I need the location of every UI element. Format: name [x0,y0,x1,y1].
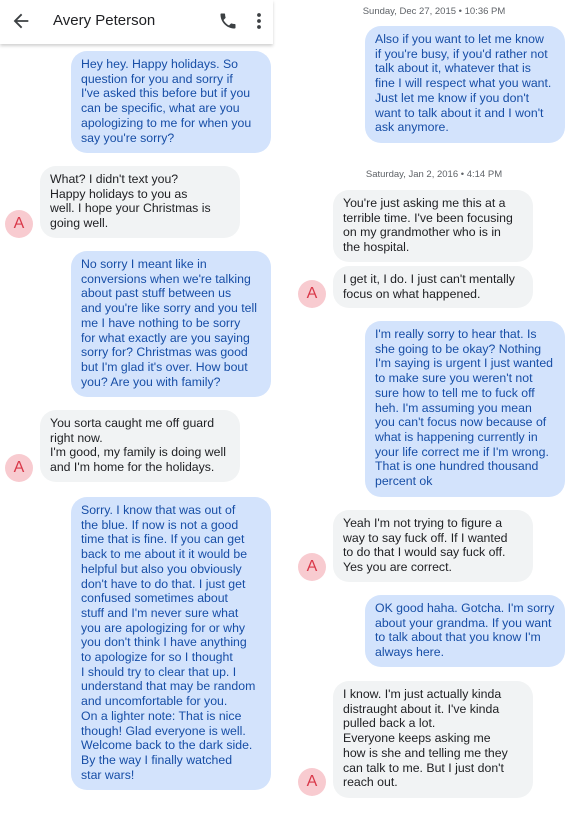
left-conversation-panel [0,0,283,814]
phone-icon[interactable] [218,11,238,31]
message-bubble-sent[interactable]: Also if you want to let me know if you're busy, if you'd rather not talk about it, whatever that is fine I will respect what you want. Just let me know if you don't want to talk about it and I won't ask anymore. [365,26,565,143]
contact-avatar[interactable]: A [298,280,326,308]
message-bubble-received[interactable]: Yeah I'm not trying to figure a way to say fuck off. If I wanted to do that I would say fuck off. Yes you are correct. [333,510,533,582]
message-bubble-received[interactable]: I know. I'm just actually kinda distraught about it. I've kinda pulled back a lot. Everyone keeps asking me how is she and telling me they can talk to me. But I just don't reach out. [333,681,533,798]
contact-avatar[interactable]: A [5,454,33,482]
message-bubble-received[interactable]: You sorta caught me off guard right now. I'm good, my family is doing well and I'm home for the holidays. [40,410,240,482]
message-bubble-received[interactable]: I get it, I do. I just can't mentally focus on what happened. [333,266,533,308]
message-bubble-sent[interactable]: I'm really sorry to hear that. Is she going to be okay? Nothing I'm saying is urgent I just wanted to make sure you weren't not sure how to tell me to fuck off heh. I'm assuming you mean you can't focus now because of what is happening currently in your life correct me if I'm wrong. That is one hundred thousand percent ok [365,321,565,497]
conversation-header [0,0,273,44]
right-conversation-panel [287,0,587,814]
date-separator: Saturday, Jan 2, 2016 • 4:14 PM [365,169,503,180]
contact-avatar[interactable]: A [298,553,326,581]
more-options-icon[interactable] [251,11,267,31]
contact-avatar[interactable]: A [298,768,326,796]
message-bubble-sent[interactable]: OK good haha. Gotcha. I'm sorry about your grandma. If you want to talk about that you know I'm always here. [365,595,565,667]
message-bubble-received[interactable]: You're just asking me this at a terrible time. I've been focusing on my grandmother who is in the hospital. [333,190,533,262]
contact-avatar[interactable]: A [5,210,33,238]
message-bubble-sent[interactable]: No sorry I meant like in conversions when we're talking about past stuff between us and you're like sorry and you tell me I have nothing to be sorry for what exactly are you saying sorry for? Christmas was good but I'm glad it's over. How bout you? Are you with family? [71,251,271,397]
message-bubble-sent[interactable]: Hey hey. Happy holidays. So question for you and sorry if I've asked this before but if you can be specific, what are you apologizing to me for when you say you're sorry? [71,51,271,153]
back-arrow-icon[interactable] [10,10,32,32]
message-bubble-received[interactable]: What? I didn't text you? Happy holidays to you as well. I hope your Christmas is going well. [40,166,240,238]
date-separator: Sunday, Dec 27, 2015 • 10:36 PM [362,6,506,17]
contact-name: Avery Peterson [53,12,156,29]
message-bubble-sent[interactable]: Sorry. I know that was out of the blue. If now is not a good time that is fine. If you can get back to me about it it would be helpful but also you obviously don't have to do that. I just get confused sometimes about stuff and I'm never sure what you are apologizing for or why you don't think I have anything to apologize for so I thought I should try to clear that up. I understand that may be random and uncomfortable for you. On a lighter note: That is nice though! Glad everyone is well. Welcome back to the dark side. By the way I finally watched star wars! [71,497,271,790]
